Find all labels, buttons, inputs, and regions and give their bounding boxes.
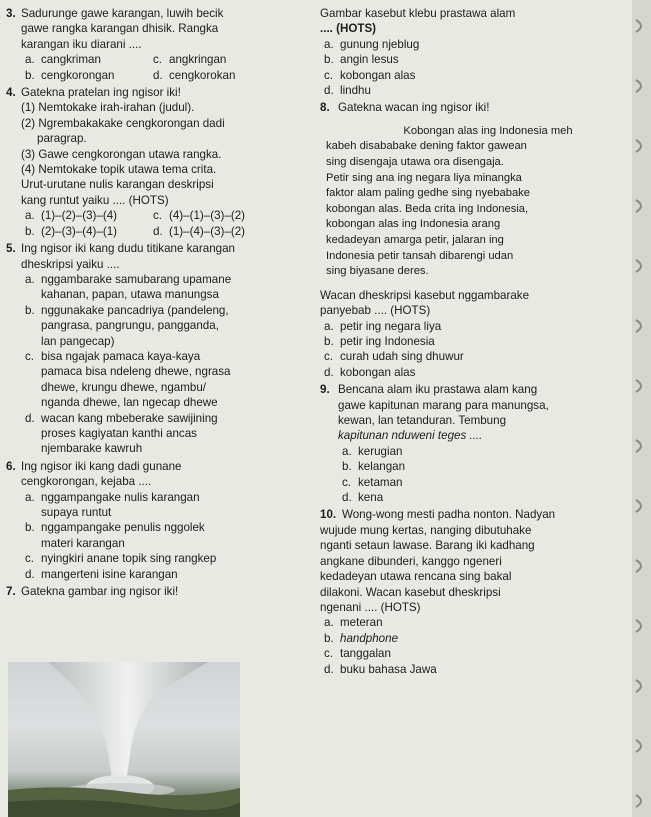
question-text: Gambar kasebut klebu prastawa alam xyxy=(320,7,516,20)
option-b[interactable]: b. handphone xyxy=(324,631,399,645)
passage-line: kabeh disababake dening faktor gawean xyxy=(326,140,527,153)
question-text: cengkorongan, kejaba .... xyxy=(21,475,152,489)
option-d[interactable]: d. mangerteni isine karangan xyxy=(25,567,178,581)
option-b[interactable]: b. nggunakake pancadriya (pandeleng, pangrasa, pangrungu, pangganda, lan pangecap) xyxy=(25,303,229,348)
option-d[interactable]: d. kobongan alas xyxy=(324,365,416,379)
question-text: gawe kapitunan marang para manungsa, xyxy=(338,398,549,412)
question-number: 6. xyxy=(6,459,16,473)
option-a[interactable]: a. gunung njeblug xyxy=(324,37,420,51)
question-5 xyxy=(6,241,306,457)
question-4 xyxy=(6,85,306,239)
reading-passage xyxy=(320,116,650,280)
list-item: paragrap. xyxy=(37,132,87,146)
option-c[interactable]: c. ketaman xyxy=(342,475,403,489)
passage-line: Petir sing ana ing negara liya minangka xyxy=(326,171,522,184)
question-number: 7. xyxy=(6,585,16,599)
list-item: (2) Ngrembakakake cengkorongan dadi xyxy=(21,116,225,130)
option-b[interactable]: b. (2)–(3)–(4)–(1) xyxy=(25,224,118,238)
question-3-continued xyxy=(320,6,650,98)
question-3 xyxy=(6,6,306,83)
question-text: angkane dibunderi, kanggo ngeneri xyxy=(320,554,502,568)
list-item: (3) Gawe cengkorongan utawa rangka. xyxy=(21,147,222,161)
right-column xyxy=(320,6,650,679)
passage-line: Kobongan alas ing Indonesia meh xyxy=(403,124,573,137)
question-7 xyxy=(6,584,306,599)
option-c[interactable]: c. curah udah sing dhuwur xyxy=(324,350,464,364)
question-number: 3. xyxy=(6,7,16,20)
option-a[interactable]: a. cangkriman xyxy=(25,53,101,67)
binding-edge xyxy=(632,0,651,817)
option-b[interactable]: b. petir ing Indonesia xyxy=(324,335,435,348)
option-d[interactable]: d. lindhu xyxy=(324,84,371,98)
question-number: 9. xyxy=(320,383,330,397)
passage-line: kobongan alas ing Indonesia arang xyxy=(326,218,501,231)
question-number: 8. xyxy=(320,101,330,115)
question-text: kedadeyan utawa rencana sing bakal xyxy=(320,570,512,584)
option-d[interactable]: d. wacan kang mbeberake sawijining proses kagiyatan kanthi ancas njembarake kawruh xyxy=(25,411,218,456)
question-prompt: Wacan dheskripsi kasebut nggambarake xyxy=(320,288,530,302)
question-text: Sadurunge gawe karangan, luwih becik xyxy=(21,7,224,20)
question-text: Gatekna gambar ing ngisor iki! xyxy=(21,585,179,599)
question-text: dilakoni. Wacan kasebut dheskripsi xyxy=(320,585,501,599)
question-text: wujude mung kertas, nanging dibutuhake xyxy=(320,523,532,537)
passage-line: sing biyasane deres. xyxy=(326,265,429,278)
option-d[interactable]: d. cengkorokan xyxy=(153,68,236,82)
question-number: 4. xyxy=(6,86,16,100)
option-d[interactable]: d. buku bahasa Jawa xyxy=(324,662,437,676)
option-a[interactable]: a. petir ing negara liya xyxy=(324,319,442,333)
question-text: karangan iku diarani .... xyxy=(21,37,142,51)
option-b[interactable]: b. kelangan xyxy=(342,460,406,474)
question-text: .... (HOTS) xyxy=(320,22,377,36)
left-column xyxy=(6,6,306,601)
question-text: Ing ngisor iki kang dadi gunane xyxy=(21,459,182,473)
option-c[interactable]: c. nyingkiri anane topik sing rangkep xyxy=(25,552,217,566)
question-text: Ing ngisor iki kang dudu titikane karangan xyxy=(21,242,235,256)
passage-line: kedadeyan amarga petir, jalaran ing xyxy=(326,234,504,246)
question-number: 5. xyxy=(6,242,16,256)
option-b[interactable]: b. cengkorongan xyxy=(25,68,115,82)
option-d[interactable]: d. (1)–(4)–(3)–(2) xyxy=(153,224,246,238)
passage-line: kobongan alas. Beda crita ing Indonesia, xyxy=(326,202,529,215)
question-text: Wong-wong mesti padha nonton. Nadyan xyxy=(342,508,556,522)
question-prompt: kang runtut yaiku .... (HOTS) xyxy=(21,193,169,207)
passage-line: faktor alam paling gedhe sing nyebabake xyxy=(326,187,531,200)
question-prompt: panyebab .... (HOTS) xyxy=(320,304,431,318)
option-c[interactable]: c. bisa ngajak pamaca kaya-kaya pamaca bisa ndeleng dhewe, ngrasa dhewe, krungu dhewe, ngambu/ nganda dhewe, lan ngecap dhewe xyxy=(25,349,231,410)
question-text: dheskripsi yaiku .... xyxy=(21,257,120,271)
option-a[interactable]: a. kerugian xyxy=(342,444,403,458)
question-text: kewan, lan tetanduran. Tembung xyxy=(338,414,507,428)
question-text: ngenani .... (HOTS) xyxy=(320,600,421,614)
tornado-photo xyxy=(8,662,240,817)
question-text: gawe rangka karangan dhisik. Rangka xyxy=(21,22,219,36)
question-10 xyxy=(320,507,650,676)
question-text: Bencana alam iku prastawa alam kang xyxy=(338,383,538,397)
passage-line: sing disengaja utawa ora disengaja. xyxy=(326,156,504,169)
question-8 xyxy=(320,100,650,380)
question-text: Gatekna wacan ing ngisor iki! xyxy=(338,101,490,115)
question-text: Gatekna pratelan ing ngisor iki! xyxy=(21,86,181,100)
option-c[interactable]: c. (4)–(1)–(3)–(2) xyxy=(153,209,246,223)
question-number: 10. xyxy=(320,508,337,522)
option-a[interactable]: a. (1)–(2)–(3)–(4) xyxy=(25,209,118,223)
option-a[interactable]: a. meteran xyxy=(324,616,383,630)
question-text: kapitunan nduweni teges .... xyxy=(338,429,483,443)
question-text: nganti setaun lawase. Barang iki kadhang xyxy=(320,539,535,553)
option-c[interactable]: c. angkringan xyxy=(153,53,227,67)
question-6 xyxy=(6,459,306,582)
option-c[interactable]: c. tanggalan xyxy=(324,647,391,661)
list-item: (4) Nemtokake topik utawa tema crita. xyxy=(21,163,217,177)
passage-line: Indonesia petir tansah dibarengi udan xyxy=(326,249,514,262)
option-a[interactable]: a. nggampangake nulis karangan supaya runtut xyxy=(25,490,200,519)
option-b[interactable]: b. nggampangake penulis nggolek materi karangan xyxy=(25,521,205,550)
tornado-icon xyxy=(8,662,240,817)
question-prompt: Urut-urutane nulis karangan deskripsi xyxy=(21,178,214,192)
option-b[interactable]: b. angin lesus xyxy=(324,53,399,67)
list-item: (1) Nemtokake irah-irahan (judul). xyxy=(21,101,195,115)
question-9 xyxy=(320,382,650,505)
option-a[interactable]: a. nggambarake samubarang upamane kahanan, papan, utawa manungsa xyxy=(25,272,232,302)
option-c[interactable]: c. kobongan alas xyxy=(324,68,416,82)
option-d[interactable]: d. kena xyxy=(342,491,384,505)
